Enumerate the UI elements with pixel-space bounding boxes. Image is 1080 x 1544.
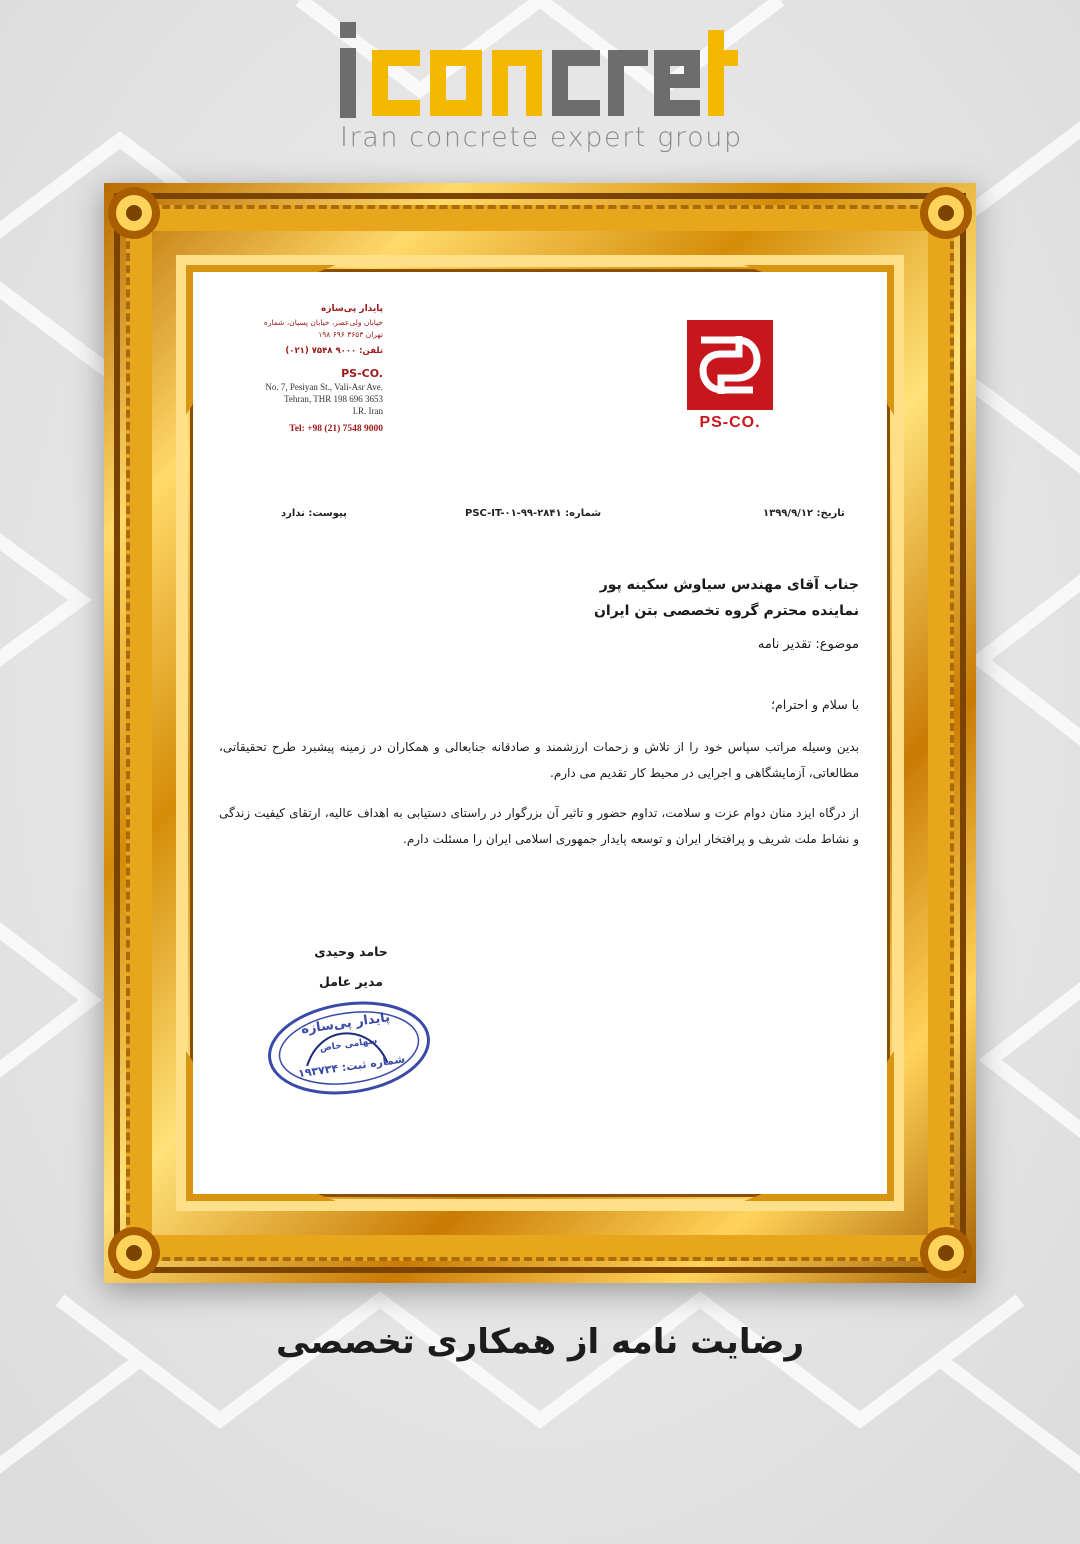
rosette-icon xyxy=(918,185,974,241)
signatory-title: مدیر عامل xyxy=(319,974,383,989)
brand-header xyxy=(0,0,1080,170)
letter-paragraph-1: بدین وسیله مراتب سپاس خود را از تلاش و زحمات ارزشمند و صادقانه جنابعالی و همکاران در زمینه پیشبرد طرح تحقیقاتی، مطالعاتی، آزمایشگاهی و اجرایی در محیط کار تقدیم می دارم. xyxy=(219,740,859,780)
company-address-en: No. 7, Pesiyan St., Vali-Asr Ave. xyxy=(265,382,383,392)
ps-co-logo-text: PS-CO. xyxy=(699,414,761,431)
company-country-en: I.R. Iran xyxy=(352,406,383,416)
signatory-name: حامد وحیدی xyxy=(314,944,388,959)
company-phone-fa: تلفن: ۹۰۰۰ ۷۵۴۸ (۰۲۱) xyxy=(285,346,383,356)
stamp-registration-number: شماره ثبت: ۱۹۳۷۳۴ xyxy=(297,1052,406,1081)
rosette-icon xyxy=(918,1225,974,1281)
letter-page xyxy=(193,272,887,1194)
company-name-en: PS-CO. xyxy=(341,367,383,380)
letter-attachment: پیوست: ندارد xyxy=(281,508,347,519)
letter-number: شماره: PSC-IT-۰۱-۹۹-۲۸۴۱ xyxy=(465,508,602,519)
company-stamp xyxy=(259,987,439,1109)
addressee-title: نماینده محترم گروه تخصصی بتن ایران xyxy=(593,603,859,619)
company-phone-en: Tel: +98 (21) 7548 9000 xyxy=(289,424,383,434)
ps-co-logo xyxy=(687,320,773,422)
stamp-company-name: پایدار پی‌سازه xyxy=(300,1010,391,1038)
stamp-company-type: سهامی خاص xyxy=(319,1036,378,1055)
company-city-en: Tehran, THR 198 696 3653 xyxy=(284,394,383,404)
letter-subject: موضوع: تقدیر نامه xyxy=(757,637,859,652)
company-name-fa: پایدار پی‌سازه xyxy=(321,304,383,314)
brand-tagline: Iran concrete expert group xyxy=(340,122,743,153)
page-caption: رضایت نامه از همکاری تخصصی xyxy=(275,1322,805,1362)
addressee xyxy=(594,572,859,624)
company-address-fa: خیابان ولی‌عصر، خیابان پسیان، شماره xyxy=(263,318,383,327)
company-city-fa: تهران ۳۶۵۳ ۶۹۶ ۱۹۸ xyxy=(318,330,383,339)
addressee-name: جناب آقای مهندس سیاوش سکینه پور xyxy=(599,577,859,593)
iconcrete-logo xyxy=(336,8,746,133)
rosette-icon xyxy=(106,1225,162,1281)
letter-greeting: با سلام و احترام؛ xyxy=(771,697,859,712)
letter-paragraph-2: از درگاه ایزد منان دوام عزت و سلامت، تداوم حضور و تاثیر آن بزرگوار در راستای دستیابی به اهداف عالیه، ارتقای کیفیت زندگی و نشاط ملت شریف و پرافتخار ایران و توسعه پایدار جمهوری اسلامی ایران را مسئلت دارم. xyxy=(219,806,859,846)
letter-date: تاریخ: ۱۳۹۹/۹/۱۲ xyxy=(763,508,845,519)
letterhead-address xyxy=(243,302,383,437)
rosette-icon xyxy=(106,185,162,241)
